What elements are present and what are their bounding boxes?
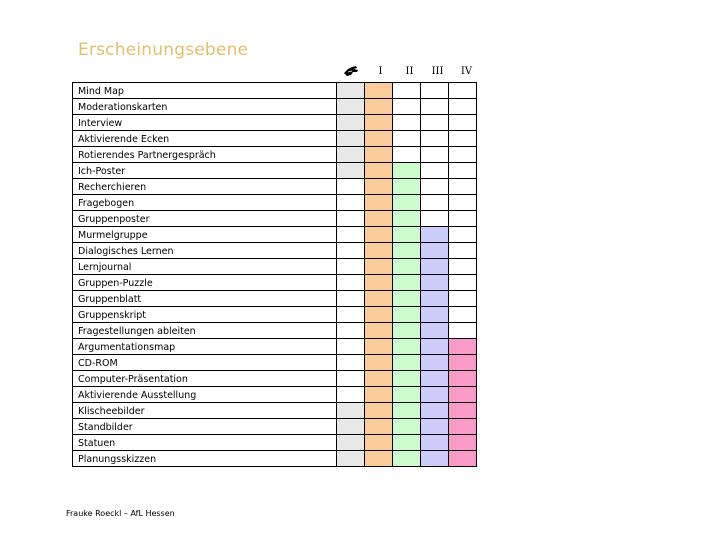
level-cell-2 (393, 211, 421, 227)
level-cell-2 (393, 355, 421, 371)
level-cell-0 (337, 195, 365, 211)
method-label: Recherchieren (73, 179, 337, 195)
level-cell-2 (393, 179, 421, 195)
table-row (73, 275, 477, 291)
level-cell-0 (337, 115, 365, 131)
table-row (73, 339, 477, 355)
method-label: Moderationskarten (73, 99, 337, 115)
level-cell-0 (337, 371, 365, 387)
level-cell-1 (365, 307, 393, 323)
level-cell-3 (421, 115, 449, 131)
level-cell-4 (449, 163, 477, 179)
level-cell-4 (449, 131, 477, 147)
level-cell-4 (449, 243, 477, 259)
level-cell-1 (365, 403, 393, 419)
method-label: Gruppenposter (73, 211, 337, 227)
level-cell-2 (393, 275, 421, 291)
table-row (73, 195, 477, 211)
level-cell-1 (365, 435, 393, 451)
level-cell-1 (365, 227, 393, 243)
level-cell-3 (421, 83, 449, 99)
level-cell-2 (393, 371, 421, 387)
table-row (73, 435, 477, 451)
table-row (73, 163, 477, 179)
table-row (73, 211, 477, 227)
level-cell-4 (449, 99, 477, 115)
hand-icon (343, 65, 359, 77)
level-cell-0 (337, 131, 365, 147)
level-cell-3 (421, 355, 449, 371)
method-label: Planungsskizzen (73, 451, 337, 467)
level-cell-3 (421, 291, 449, 307)
method-label: Statuen (73, 435, 337, 451)
level-cell-3 (421, 227, 449, 243)
method-label: Gruppenblatt (73, 291, 337, 307)
level-cell-2 (393, 163, 421, 179)
level-cell-0 (337, 227, 365, 243)
level-cell-0 (337, 163, 365, 179)
level-cell-1 (365, 163, 393, 179)
level-cell-3 (421, 339, 449, 355)
table-row (73, 147, 477, 163)
level-cell-1 (365, 179, 393, 195)
level-cell-0 (337, 179, 365, 195)
level-cell-1 (365, 147, 393, 163)
level-cell-2 (393, 339, 421, 355)
level-cell-4 (449, 435, 477, 451)
level-cell-3 (421, 387, 449, 403)
level-cell-1 (365, 211, 393, 227)
level-cell-4 (449, 83, 477, 99)
level-cell-2 (393, 83, 421, 99)
level-cell-1 (365, 419, 393, 435)
level-cell-2 (393, 115, 421, 131)
level-cell-3 (421, 307, 449, 323)
footer-credit: Frauke Roeckl – AfL Hessen (66, 509, 175, 518)
level-cell-3 (421, 419, 449, 435)
level-cell-4 (449, 323, 477, 339)
level-cell-4 (449, 147, 477, 163)
level-cell-4 (449, 307, 477, 323)
page-title: Erscheinungsebene (78, 40, 249, 60)
level-cell-1 (365, 195, 393, 211)
table-row (73, 451, 477, 467)
level-cell-3 (421, 451, 449, 467)
level-cell-0 (337, 211, 365, 227)
column-header-2: II (405, 66, 414, 77)
table-row (73, 83, 477, 99)
method-label: Interview (73, 115, 337, 131)
level-cell-0 (337, 147, 365, 163)
table-row (73, 307, 477, 323)
level-cell-3 (421, 131, 449, 147)
table-row (73, 179, 477, 195)
method-label: Murmelgruppe (73, 227, 337, 243)
table-row (73, 227, 477, 243)
level-cell-3 (421, 259, 449, 275)
method-label: Rotierendes Partnergespräch (73, 147, 337, 163)
level-cell-3 (421, 195, 449, 211)
method-label: Computer-Präsentation (73, 371, 337, 387)
level-cell-3 (421, 323, 449, 339)
level-cell-3 (421, 211, 449, 227)
table-row (73, 371, 477, 387)
level-cell-2 (393, 131, 421, 147)
level-cell-0 (337, 291, 365, 307)
level-cell-4 (449, 291, 477, 307)
method-label: Aktivierende Ecken (73, 131, 337, 147)
method-label: Klischeebilder (73, 403, 337, 419)
table-row (73, 259, 477, 275)
level-cell-1 (365, 451, 393, 467)
level-cell-3 (421, 99, 449, 115)
level-cell-4 (449, 371, 477, 387)
level-cell-0 (337, 387, 365, 403)
level-cell-0 (337, 339, 365, 355)
level-cell-0 (337, 307, 365, 323)
table-row (73, 99, 477, 115)
level-cell-4 (449, 227, 477, 243)
level-cell-0 (337, 419, 365, 435)
level-cell-0 (337, 243, 365, 259)
level-cell-3 (421, 179, 449, 195)
table-row (73, 387, 477, 403)
method-label: Ich-Poster (73, 163, 337, 179)
level-cell-0 (337, 451, 365, 467)
level-cell-1 (365, 291, 393, 307)
level-cell-2 (393, 147, 421, 163)
column-header-4: IV (460, 66, 473, 77)
level-cell-1 (365, 387, 393, 403)
level-cell-4 (449, 259, 477, 275)
level-cell-3 (421, 275, 449, 291)
method-label: Gruppenskript (73, 307, 337, 323)
level-cell-4 (449, 211, 477, 227)
method-label: Mind Map (73, 83, 337, 99)
level-cell-1 (365, 371, 393, 387)
level-cell-4 (449, 195, 477, 211)
method-label: Argumentationsmap (73, 339, 337, 355)
level-cell-4 (449, 179, 477, 195)
level-cell-2 (393, 259, 421, 275)
level-cell-1 (365, 115, 393, 131)
level-cell-1 (365, 83, 393, 99)
table-row (73, 115, 477, 131)
level-cell-4 (449, 339, 477, 355)
level-cell-1 (365, 99, 393, 115)
level-cell-2 (393, 195, 421, 211)
method-label: Fragebogen (73, 195, 337, 211)
table-row (73, 131, 477, 147)
table-row (73, 323, 477, 339)
column-header-1: I (378, 66, 383, 77)
level-cell-0 (337, 323, 365, 339)
level-cell-2 (393, 99, 421, 115)
table-row (73, 355, 477, 371)
method-label: CD-ROM (73, 355, 337, 371)
level-cell-4 (449, 275, 477, 291)
level-cell-1 (365, 339, 393, 355)
level-cell-2 (393, 227, 421, 243)
level-cell-2 (393, 323, 421, 339)
level-cell-1 (365, 355, 393, 371)
level-cell-3 (421, 147, 449, 163)
level-cell-0 (337, 403, 365, 419)
table-row (73, 291, 477, 307)
method-label: Gruppen-Puzzle (73, 275, 337, 291)
level-cell-4 (449, 387, 477, 403)
level-cell-4 (449, 451, 477, 467)
method-label: Aktivierende Ausstellung (73, 387, 337, 403)
level-cell-3 (421, 435, 449, 451)
level-cell-4 (449, 419, 477, 435)
level-cell-0 (337, 275, 365, 291)
level-cell-0 (337, 435, 365, 451)
level-cell-4 (449, 355, 477, 371)
level-cell-2 (393, 419, 421, 435)
level-cell-0 (337, 83, 365, 99)
table-row (73, 403, 477, 419)
level-cell-4 (449, 115, 477, 131)
level-cell-4 (449, 403, 477, 419)
level-cell-2 (393, 291, 421, 307)
method-label: Standbilder (73, 419, 337, 435)
table-row (73, 419, 477, 435)
level-cell-1 (365, 275, 393, 291)
level-cell-1 (365, 131, 393, 147)
method-label: Lernjournal (73, 259, 337, 275)
table-row (73, 243, 477, 259)
level-cell-3 (421, 403, 449, 419)
level-cell-1 (365, 323, 393, 339)
level-cell-2 (393, 307, 421, 323)
level-cell-0 (337, 259, 365, 275)
column-header-3: III (431, 66, 444, 77)
level-cell-3 (421, 243, 449, 259)
level-cell-2 (393, 243, 421, 259)
method-label: Fragestellungen ableiten (73, 323, 337, 339)
level-cell-0 (337, 99, 365, 115)
method-table (72, 82, 477, 467)
level-cell-3 (421, 163, 449, 179)
level-cell-2 (393, 387, 421, 403)
level-cell-3 (421, 371, 449, 387)
level-cell-1 (365, 259, 393, 275)
level-cell-2 (393, 435, 421, 451)
level-cell-0 (337, 355, 365, 371)
method-label: Dialogisches Lernen (73, 243, 337, 259)
level-cell-2 (393, 451, 421, 467)
level-cell-2 (393, 403, 421, 419)
level-cell-1 (365, 243, 393, 259)
